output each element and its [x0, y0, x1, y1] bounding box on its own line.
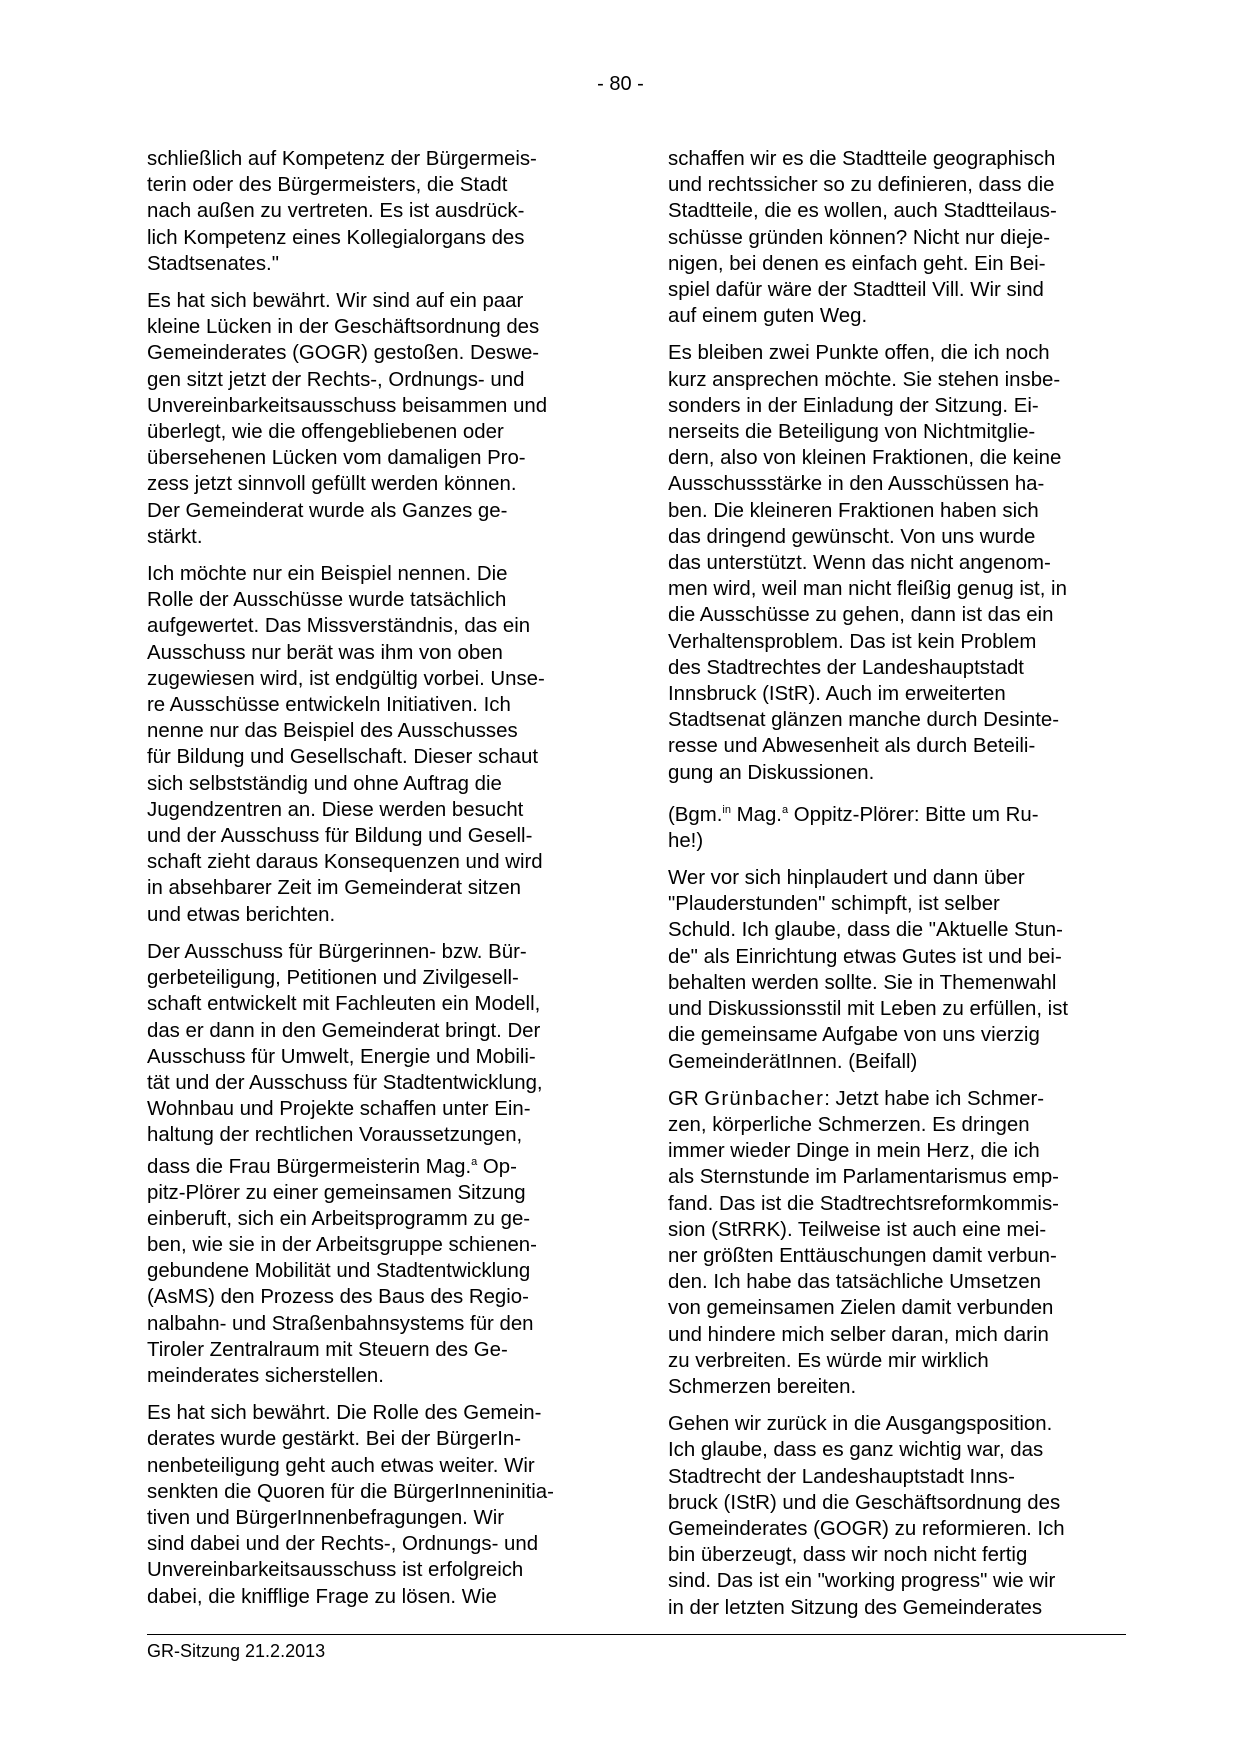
- text-run: : Jetzt habe ich Schmer- zen, körperliche Schmerzen. Es dringen immer wieder Dinge in mein Herz, die ich als Sternstunde im Parlamentarismus emp- fand. Das ist die Stadtrechtsreformkommis- sion (StRRK). Teilweise ist auch eine mei- ner größten Enttäuschungen damit verbun- den. Ich habe das tatsächliche Umsetzen von gemeinsamen Zielen damit verbunden und hindere mich selber daran, mich darin zu verbreiten. Es würde mir wirklich Schmerzen bereiten.: [668, 1087, 1059, 1398]
- footer-text: GR-Sitzung 21.2.2013: [147, 1641, 326, 1661]
- paragraph: schließlich auf Kompetenz der Bürgermeis- terin oder des Bürgermeisters, die Stadt nach außen zu vertreten. Es ist ausdrück- lich Kompetenz eines Kollegialorgans des Stadtsenates.": [147, 148, 537, 275]
- paragraph: schaffen wir es die Stadtteile geographisch und rechtssicher so zu definieren, dass die Stadtteile, die es wollen, auch Stadtteilaus- schüsse gründen können? Nicht nur dieje- nigen, bei denen es einfach geht. Ein Bei- spiel dafür wäre der Stadtteil Vill. Wir sind auf einem guten Weg.: [668, 148, 1057, 328]
- speaker-name: Grünbacher: [704, 1087, 825, 1110]
- speaker-prefix: GR: [668, 1087, 705, 1110]
- paragraph: Wer vor sich hinplaudert und dann über "Plauderstunden" schimpft, ist selber Schuld. Ich glaube, dass die "Aktuelle Stun- de" als Einrichtung etwas Gutes ist und bei- behalten werden sollte. Sie in Themenwahl und Diskussionsstil mit Leben zu erfüllen, ist die gemeinsame Aufgabe von uns vierzig GemeinderätInnen. (Beifall): [668, 867, 1069, 1073]
- speech-paragraph: [668, 1086, 1126, 1400]
- paragraph: Es bleiben zwei Punkte offen, die ich noch kurz ansprechen möchte. Sie stehen insbe- sonders in der Einladung der Sitzung. Ei- nerseits die Beteiligung von Nichtmitglie- dern, also von kleinen Fraktionen, die keine Ausschussstärke in den Ausschüssen ha- ben. Die kleineren Fraktionen haben sich das dringend gewünscht. Von uns wurde das unterstützt. Wenn das nicht angenom- men wird, weil man nicht fleißig genug ist, in die Ausschüsse zu gehen, dann ist das ein Verhaltensproblem. Das ist kein Problem des Stadtrechtes der Landeshauptstadt Innsbruck (IStR). Auch im erweiterten Stadtsenat glänzen manche durch Desinte- resse und Abwesenheit als durch Beteili- gung an Diskussionen.: [668, 342, 1067, 784]
- text-run: Oppitz-Plörer: Bitte um Ru- he!): [668, 803, 1039, 852]
- superscript: in: [722, 803, 731, 816]
- footer-divider: [147, 1634, 1126, 1635]
- text-run: (Bgm.: [668, 803, 723, 826]
- superscript: a: [471, 1155, 478, 1168]
- right-column: [668, 146, 1126, 1632]
- paragraph: Es hat sich bewährt. Wir sind auf ein paar kleine Lücken in der Geschäftsordnung des Gemeinderates (GOGR) gestoßen. Deswe- gen sitzt jetzt der Rechts-, Ordnungs- und Unvereinbarkeitsausschuss beisammen und überlegt, wie die offengebliebenen oder übersehenen Lücken vom damaligen Pro- zess jetzt sinnvoll gefüllt werden können. Der Gemeinderat wurde als Ganzes ge- stärkt.: [147, 290, 548, 548]
- paragraph: Es hat sich bewährt. Die Rolle des Gemein- derates wurde gestärkt. Bei der BürgerIn- nenbeteiligung geht auch etwas weiter. Wir senkten die Quoren für die BürgerInneninitia- tiven und BürgerInnenbefragungen. Wir sind dabei und der Rechts-, Ordnungs- und Unvereinbarkeitsausschuss ist erfolgreich dabei, die knifflige Frage zu lösen. Wie: [147, 1402, 554, 1608]
- paragraph: Ich möchte nur ein Beispiel nennen. Die Rolle der Ausschüsse wurde tatsächlich aufgewertet. Das Missverständnis, das ein Ausschuss nur berät was ihm von oben zugewiesen wird, ist endgültig vorbei. Unse- re Ausschüsse entwickeln Initiativen. Ich nenne nur das Beispiel des Ausschusses für Bildung und Gesellschaft. Dieser schaut sich selbstständig und ohne Auftrag die Jugendzentren an. Diese werden besucht und der Ausschuss für Bildung und Gesell- schaft zieht daraus Konsequenzen und wird in absehbarer Zeit im Gemeinderat sitzen und etwas berichten.: [147, 563, 545, 926]
- page-number: - 80 -: [597, 73, 644, 95]
- superscript: a: [781, 803, 789, 816]
- text-run: Op- pitz-Plörer zu einer gemeinsamen Sitzung einberuft, sich ein Arbeitsprogramm zu ge- ben, wie sie in der Arbeitsgruppe schienen- gebundene Mobilität und Stadtentwicklung (AsMS) den Prozess des Baus des Regio- nalbahn- und Straßenbahnsystems für den Tiroler Zentralraum mit Steuern des Ge- meinderates sicherstellen.: [147, 1155, 537, 1387]
- paragraph: [147, 939, 599, 1389]
- paragraph: Gehen wir zurück in die Ausgangsposition. Ich glaube, dass es ganz wichtig war, das Stadtrecht der Landeshauptstadt Inns- bruck (IStR) und die Geschäftsordnung des Gemeinderates (GOGR) zu reformieren. Ich bin überzeugt, dass wir noch nicht fertig sind. Das ist ein "working progress" wie wir in der letzten Sitzung des Gemeinderates: [668, 1413, 1065, 1619]
- text-run: Der Ausschuss für Bürgerinnen- bzw. Bür- gerbeteiligung, Petitionen und Zivilgesell- schaft entwickelt mit Fachleuten ein Modell, das er dann in den Gemeinderat bringt. Der Ausschuss für Umwelt, Energie und Mobili- tät und der Ausschuss für Stadtentwicklung, Wohnbau und Projekte schaffen unter Ein- haltung der rechtlichen Voraussetzungen, dass die Frau Bürgermeisterin Mag.: [147, 940, 543, 1178]
- text-run: Mag.: [730, 803, 782, 826]
- left-column: [147, 146, 599, 1621]
- interjection: [668, 797, 1126, 854]
